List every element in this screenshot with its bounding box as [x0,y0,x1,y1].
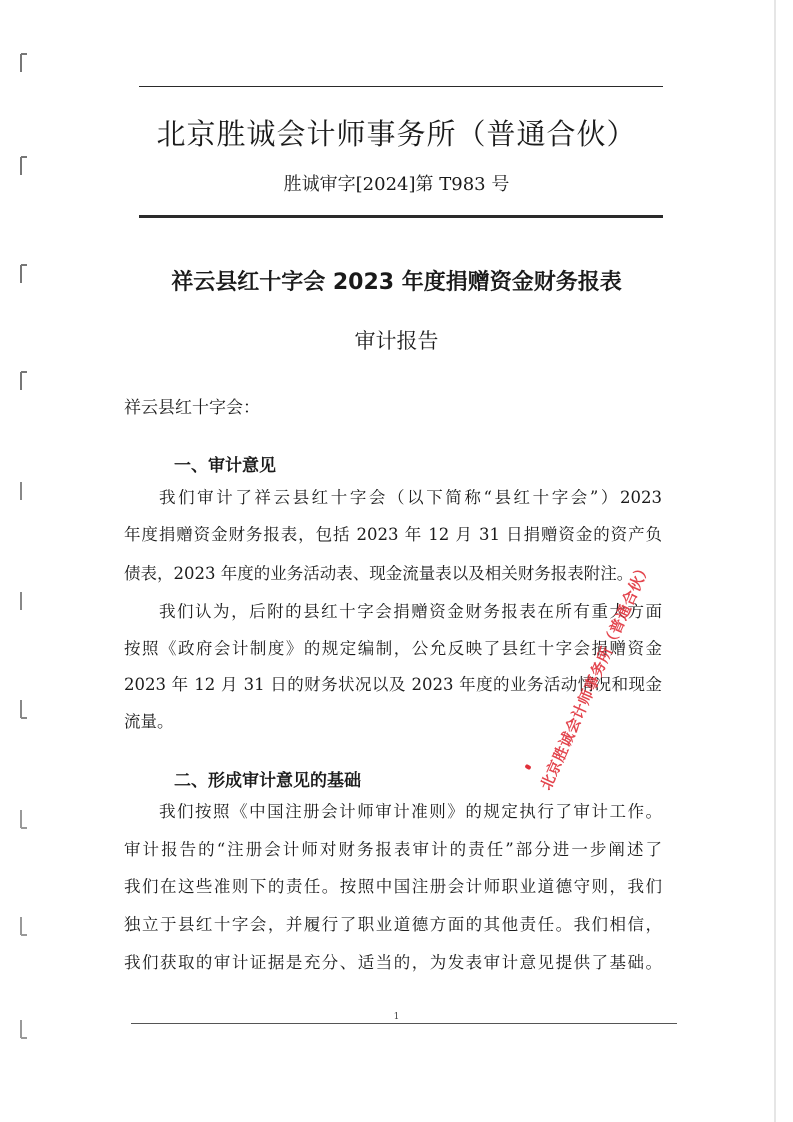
binding-mark [18,808,30,830]
paragraph-line: 年度捐赠资金财务报表，包括 2023 年 12 月 31 日捐赠资金的资产负 [124,525,662,544]
seal-text: 北京胜诚会计师事务所（普通合伙） [536,558,655,793]
section-heading-basis-for-opinion: 二、形成审计意见的基础 [174,771,361,791]
header-bottom-rule [139,215,663,218]
binding-mark [18,698,30,720]
binding-mark [18,590,30,612]
report-subtitle: 审计报告 [354,329,439,353]
paragraph-line: 我们获取的审计证据是充分、适当的，为发表审计意见提供了基础。 [124,953,662,972]
page-number: 1 [393,1012,400,1022]
paragraph-line: 我们认为，后附的县红十字会捐赠资金财务报表在所有重大方面 [159,602,662,621]
report-number: 胜诚审字[2024]第 T983 号 [283,174,510,195]
paragraph-line: 独立于县红十字会，并履行了职业道德方面的其他责任。我们相信， [124,915,662,934]
section-heading-audit-opinion: 一、审计意见 [174,456,276,476]
addressee: 祥云县红十字会： [124,398,260,418]
binding-mark [18,915,30,937]
paragraph-line: 债表，2023 年度的业务活动表、现金流量表以及相关财务报表附注。 [124,564,634,583]
paragraph-line: 我们在这些准则下的责任。按照中国注册会计师职业道德守则，我们 [124,877,662,896]
scan-edge-shadow [774,0,776,1122]
paragraph-line: 2023 年 12 月 31 日的财务状况以及 2023 年度的业务活动情况和现金 [124,675,662,694]
footer-rule [131,1023,677,1024]
paragraph-line: 我们审计了祥云县红十字会（以下简称“县红十字会”）2023 [159,488,662,507]
seal-ink-mark [524,764,531,770]
paragraph-line: 按照《政府会计制度》的规定编制，公允反映了县红十字会捐赠资金 [124,639,662,658]
paragraph-line: 流量。 [124,712,174,731]
binding-mark [18,480,30,502]
paragraph-line: 审计报告的“注册会计师对财务报表审计的责任”部分进一步阐述了 [124,840,662,859]
binding-mark [18,370,30,392]
firm-name: 北京胜诚会计师事务所（普通合伙） [156,117,637,151]
paragraph-line: 我们按照《中国注册会计师审计准则》的规定执行了审计工作。 [159,802,662,821]
header-top-rule [139,86,663,87]
firm-seal-stamp [485,558,705,793]
binding-mark [18,52,30,74]
report-title: 祥云县红十字会 2023 年度捐赠资金财务报表 [171,270,622,295]
